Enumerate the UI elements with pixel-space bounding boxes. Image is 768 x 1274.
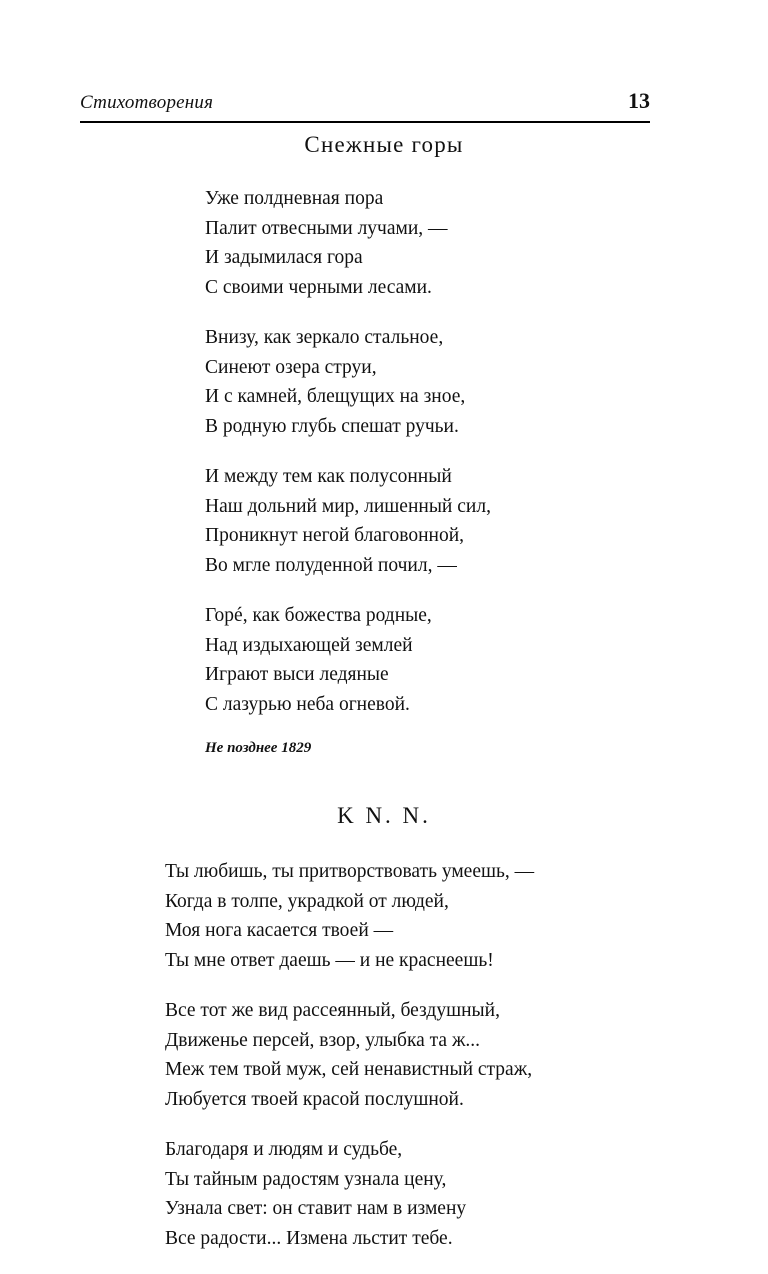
poem-line: И с камней, блещущих на зное, [205, 386, 466, 407]
poem-k-n-n [0, 803, 768, 1253]
poem-line: Все тот же вид рассеянный, бездушный, [165, 1000, 500, 1021]
stanza [0, 184, 768, 302]
poem-line: Играют выси ледяные [205, 664, 389, 685]
poem-line: Движенье персей, взор, улыбка та ж... [165, 1029, 481, 1051]
poem-separator [0, 757, 768, 803]
poem-line: Во мгле полуденной почил, — [205, 554, 457, 576]
poem-line: Моя нога касается твоей — [165, 920, 394, 941]
poem-title: K N. N. [337, 803, 431, 828]
stanza [0, 601, 768, 719]
page-content [0, 132, 768, 1274]
poem-line: В родную глубь спешат ручьи. [205, 415, 459, 437]
poem-line: Ты мне ответ даешь — и не краснеешь! [165, 949, 494, 971]
poem-line: Меж тем твой муж, сей ненавистный страж, [165, 1059, 533, 1080]
poem-date: Не позднее 1829 [205, 740, 312, 756]
poem-line: Синеют озера струи, [205, 356, 377, 378]
poem-line: Внизу, как зеркало стальное, [205, 327, 444, 348]
poem-line: И между тем как полусонный [205, 466, 452, 487]
stanza [0, 1135, 768, 1253]
running-head [80, 88, 650, 123]
poem-line: Все радости... Измена льстит тебе. [165, 1227, 453, 1249]
poem-line: Любуется твоей красой послушной. [165, 1088, 464, 1110]
poem-line: И задымилася гора [205, 247, 363, 268]
poem-line: Палит отвесными лучами, — [205, 217, 448, 239]
poem-line: Ты тайным радостям узнала цену, [165, 1168, 447, 1190]
poem-line: Узнала свет: он ставит нам в измену [165, 1198, 467, 1219]
poem-line: Уже полдневная пора [205, 188, 384, 209]
poem-title: Снежные горы [304, 132, 464, 157]
page-number: 13 [628, 88, 650, 113]
poem-line: Проникнут негой благовонной, [205, 525, 465, 546]
stanza [0, 323, 768, 441]
poem-line: Благодаря и людям и судьбе, [165, 1139, 403, 1160]
poem-line: Над издыхающей землей [205, 634, 413, 656]
poem-line: С лазурью неба огневой. [205, 693, 410, 715]
poem-line: Наш дольний мир, лишенный сил, [205, 495, 491, 517]
poem-line: Горé, как божества родные, [205, 605, 432, 626]
poem-line: С своими черными лесами. [205, 276, 432, 298]
poem-line: Ты любишь, ты притворствовать умеешь, — [165, 861, 535, 882]
poem-snezhnye-gory [0, 132, 768, 757]
stanza [0, 462, 768, 580]
stanza [0, 857, 768, 975]
running-head-title: Стихотворения [80, 92, 214, 113]
stanza [0, 996, 768, 1114]
poem-line: Когда в толпе, украдкой от людей, [165, 890, 449, 912]
